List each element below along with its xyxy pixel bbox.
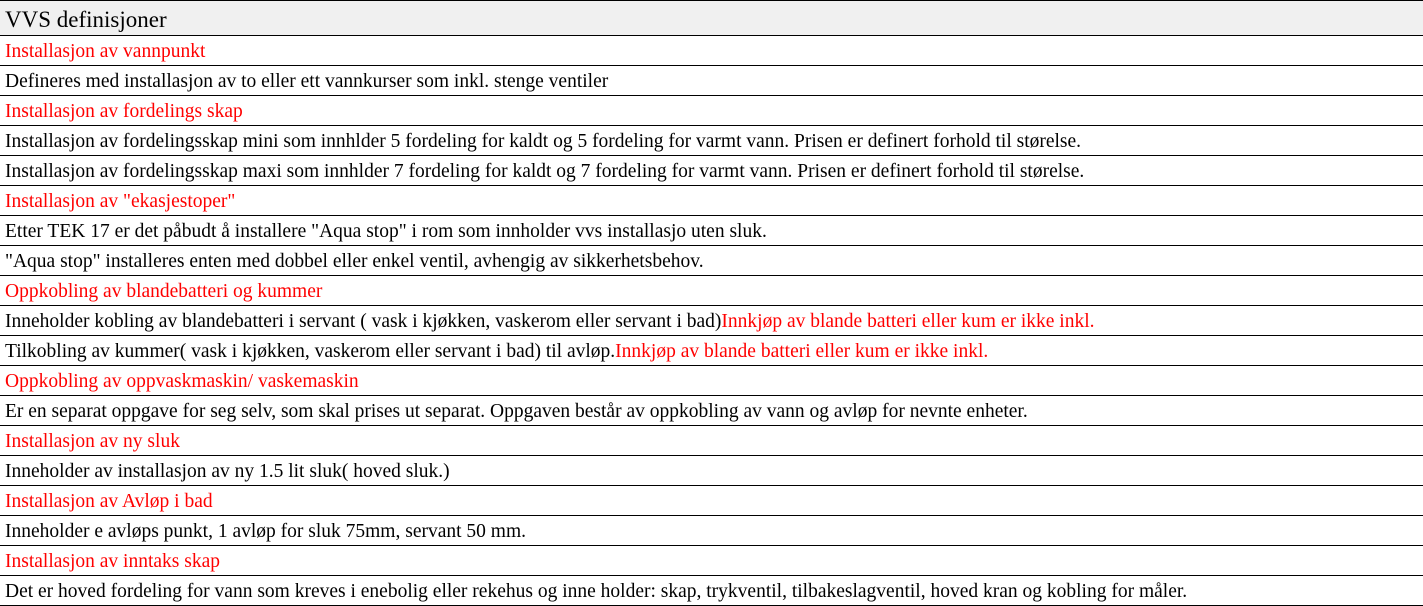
definition-text [0, 396, 1423, 426]
definition-text [0, 156, 1423, 186]
definition-text-content: "Aqua stop" installeres enten med dobbel eller enkel ventil, avhengig av sikkerhetsbehov. [5, 251, 704, 272]
definition-text [0, 216, 1423, 246]
section-heading [0, 366, 1423, 396]
section-heading-text: Installasjon av inntaks skap [5, 551, 221, 572]
definitions-list [0, 36, 1423, 606]
section-heading-text: Installasjon av Avløp i bad [5, 491, 213, 512]
definition-text-content: Inneholder av installasjon av ny 1.5 lit sluk( hoved sluk.) [5, 461, 450, 482]
definition-text [0, 126, 1423, 156]
section-heading [0, 96, 1423, 126]
definition-text-content: Installasjon av fordelingsskap maxi som innhlder 7 fordeling for kaldt og 7 fordeling for varmt vann. Prisen er definert forhold til størelse. [5, 161, 1085, 182]
definition-text [0, 66, 1423, 96]
section-heading [0, 546, 1423, 576]
definition-text [0, 516, 1423, 546]
definition-text [0, 456, 1423, 486]
exclusion-note: Innkjøp av blande batteri eller kum er ikke inkl. [615, 341, 989, 362]
section-heading-text: Installasjon av ny sluk [5, 431, 180, 452]
section-heading [0, 276, 1423, 306]
definition-text-content: Tilkobling av kummer( vask i kjøkken, vaskerom eller servant i bad) til avløp. [5, 341, 616, 362]
section-heading [0, 486, 1423, 516]
definition-text-content: Inneholder e avløps punkt, 1 avløp for sluk 75mm, servant 50 mm. [5, 521, 526, 542]
sheet-title: VVS definisjoner [0, 1, 1423, 36]
definition-text-content: Etter TEK 17 er det påbudt å installere "Aqua stop" i rom som innholder vvs installasjo uten sluk. [5, 221, 767, 242]
definition-text [0, 576, 1423, 606]
section-heading [0, 426, 1423, 456]
section-heading [0, 36, 1423, 66]
definition-text [0, 336, 1423, 366]
definition-text-content: Inneholder kobling av blandebatteri i servant ( vask i kjøkken, vaskerom eller servant i bad) [5, 311, 722, 332]
definition-text [0, 306, 1423, 336]
section-heading-text: Oppkobling av blandebatteri og kummer [5, 281, 323, 302]
exclusion-note: Innkjøp av blande batteri eller kum er ikke inkl. [721, 311, 1095, 332]
section-heading-text: Installasjon av "ekasjestoper" [5, 191, 236, 212]
section-heading-text: Oppkobling av oppvaskmaskin/ vaskemaskin [5, 371, 359, 392]
definition-text-content: Defineres med installasjon av to eller ett vannkurser som inkl. stenge ventiler [5, 71, 609, 92]
definition-text-content: Det er hoved fordeling for vann som kreves i enebolig eller rekehus og inne holder: skap, trykventil, tilbakeslagventil, hoved kran og kobling for måler. [5, 581, 1188, 602]
definition-text-content: Er en separat oppgave for seg selv, som skal prises ut separat. Oppgaven består av oppkobling av vann og avløp for nevnte enheter. [5, 401, 1028, 422]
definition-text [0, 246, 1423, 276]
section-heading-text: Installasjon av fordelings skap [5, 101, 243, 122]
definition-text-content: Installasjon av fordelingsskap mini som innhlder 5 fordeling for kaldt og 5 fordeling for varmt vann. Prisen er definert forhold til størelse. [5, 131, 1082, 152]
section-heading-text: Installasjon av vannpunkt [5, 41, 206, 62]
section-heading [0, 186, 1423, 216]
